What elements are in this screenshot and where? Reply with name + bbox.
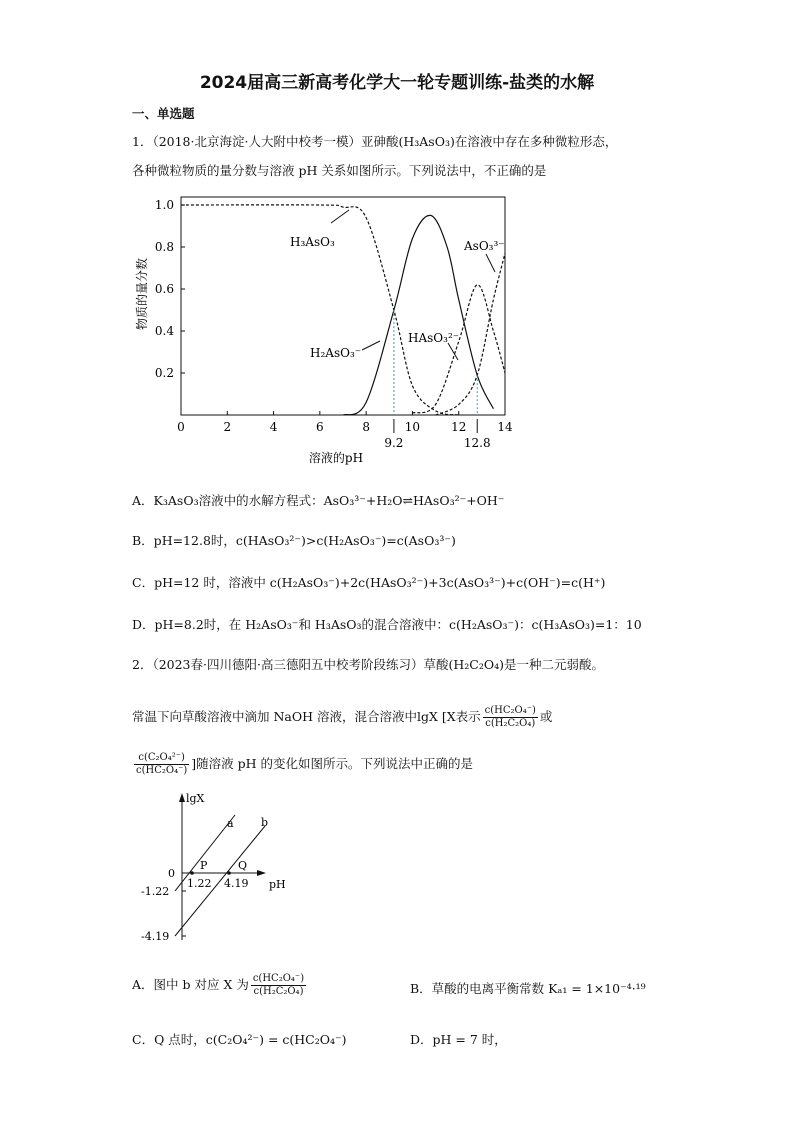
opt-a-denominator: c(H₂C₂O₄) xyxy=(253,986,304,997)
section-heading: 一、单选题 xyxy=(132,106,195,121)
x-tick-label: 12 xyxy=(451,420,467,434)
x-axis-label: 溶液的pH xyxy=(308,451,364,465)
x-tick-label: 8 xyxy=(362,420,370,434)
x-tick-label: 14 xyxy=(497,420,513,434)
q2-option-b: B．草酸的电离平衡常数 Kₐ₁ = 1×10⁻⁴·¹⁹ xyxy=(410,981,646,996)
x-tick-label: 4 xyxy=(269,420,278,434)
q1-option-d: D．pH=8.2时，在 H₂AsO₃⁻和 H₃AsO₃的混合溶液中：c(H₂AsO₃⁻)：c(H₃AsO₃)=1：10 xyxy=(132,617,642,632)
q1-stem-line1: 1．（2018·北京海淀·人大附中校考一模）亚砷酸(H₃AsO₃)在溶液中存在多种微粒形态， xyxy=(132,134,618,149)
lgx-ph-chart xyxy=(135,790,300,950)
y-axis-label: 物质的量分数 xyxy=(135,257,149,331)
q2-stem-text-a: 常温下向草酸溶液中滴加 NaOH 溶液，混合溶液中lgX [X表示 xyxy=(132,709,481,724)
point-p xyxy=(190,871,194,875)
q2-option-c: C．Q 点时，c(C₂O₄²⁻) = c(HC₂O₄⁻) xyxy=(132,1032,347,1047)
x-axis-arrow xyxy=(257,870,266,876)
point-q-label: Q xyxy=(238,859,248,872)
pointer-h3aso3 xyxy=(331,210,349,223)
origin-label: 0 xyxy=(168,867,175,880)
q2-option-a-fraction xyxy=(251,973,306,998)
label-aso3: AsO₃³⁻ xyxy=(464,239,505,253)
q2-stem-line1: 2．（2023春·四川德阳·高三德阳五中校考阶段练习）草酸(H₂C₂O₄)是一种二元弱酸。 xyxy=(132,657,604,672)
label-haso3: HAsO₃²⁻ xyxy=(408,331,460,345)
frac2-numerator: c(C₂O₄²⁻) xyxy=(134,752,189,765)
frac2-denominator: c(HC₂O₄⁻) xyxy=(136,765,188,776)
q2-stem-text-b: 或 xyxy=(539,709,553,724)
q2-stem-line2 xyxy=(132,705,552,730)
plot-frame xyxy=(181,197,505,415)
frac1-numerator: c(HC₂O₄⁻) xyxy=(484,705,536,716)
opt-a-numerator: c(HC₂O₄⁻) xyxy=(252,973,305,984)
y-tick-label: 0.2 xyxy=(154,366,174,380)
y-ticks xyxy=(155,198,185,380)
pointer-h2aso3 xyxy=(362,341,380,350)
y-tick-label: 0.6 xyxy=(154,282,174,296)
line-a-label: a xyxy=(227,817,234,830)
x-axis-label: pH xyxy=(269,878,286,891)
q1-option-b: B．pH=12.8时，c(HAsO₃²⁻)>c(H₂AsO₃⁻)=c(AsO₃³⁻) xyxy=(132,533,456,548)
frac1-denominator: c(H₂C₂O₄) xyxy=(485,718,536,729)
q1-option-c: C．pH=12 时，溶液中 c(H₂AsO₃⁻)+2c(HAsO₃²⁻)+3c(AsO₃³⁻)+c(OH⁻)=c(H⁺) xyxy=(132,575,606,590)
x-tick-4-19: 4.19 xyxy=(224,877,249,890)
q1-stem-line2: 各种微粒物质的量分数与溶液 pH 关系如图所示。下列说法中，不正确的是 xyxy=(132,163,547,178)
q2-stem-line3 xyxy=(132,752,473,777)
fraction-c2o4-over-hc2o4 xyxy=(134,752,189,777)
q2-stem-text-c: ]随溶液 pH 的变化如图所示。下列说法中正确的是 xyxy=(191,756,474,771)
q2-option-d: D．pH = 7 时， xyxy=(410,1032,507,1047)
x-tick-label: 0 xyxy=(177,420,185,434)
y-axis-label: lgX xyxy=(186,792,205,805)
x-tick-label: 6 xyxy=(316,420,324,434)
q1-option-a: A．K₃AsO₃溶液中的水解方程式：AsO₃³⁻+H₂O⇌HAsO₃²⁻+OH⁻ xyxy=(132,493,505,508)
series-haso3 xyxy=(412,285,505,413)
x-tick-label: 2 xyxy=(223,420,232,434)
pointer-aso3 xyxy=(486,254,495,272)
fraction-hc2o4-over-h2c2o4 xyxy=(483,705,538,730)
y-axis-arrow xyxy=(179,793,185,802)
point-p-label: P xyxy=(200,859,208,872)
y-tick-label: 1.0 xyxy=(154,198,174,212)
x-tick-1-22: 1.22 xyxy=(187,877,212,890)
point-q xyxy=(227,871,231,875)
label-h2aso3: H₂AsO₃⁻ xyxy=(310,346,362,360)
q2-option-a xyxy=(132,973,308,998)
species-fraction-chart xyxy=(130,190,520,465)
label-h3aso3: H₃AsO₃ xyxy=(290,235,335,249)
line-b-label: b xyxy=(261,816,269,829)
y-tick-label: 0.4 xyxy=(154,324,174,338)
y-tick-minus-4-19: -4.19 xyxy=(141,930,170,943)
q2-option-a-text: A．图中 b 对应 X 为 xyxy=(132,977,249,992)
marker-9-2-label: 9.2 xyxy=(384,436,404,450)
marker-12-8-label: 12.8 xyxy=(463,436,491,450)
y-tick-label: 0.8 xyxy=(154,240,174,254)
page-title: 2024届高三新高考化学大一轮专题训练-盐类的水解 xyxy=(199,73,595,93)
x-tick-label: 10 xyxy=(404,420,421,434)
y-tick-minus-1-22: -1.22 xyxy=(141,885,170,898)
